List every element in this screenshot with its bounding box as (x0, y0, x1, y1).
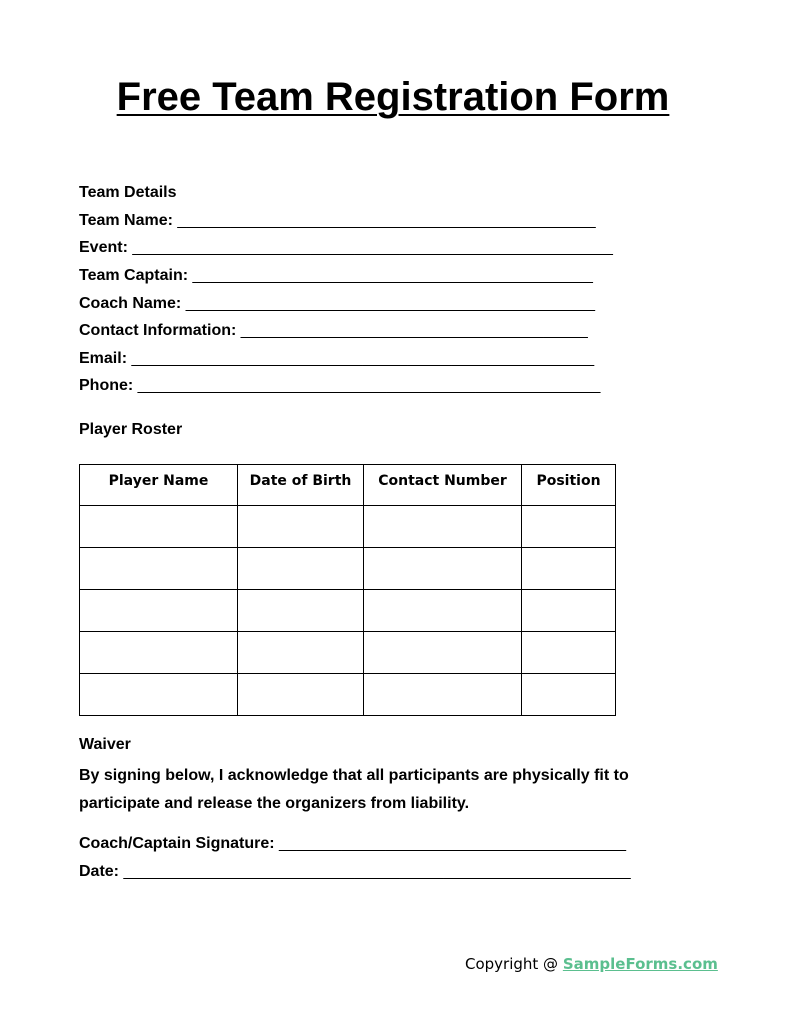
table-cell[interactable] (364, 506, 522, 548)
table-cell[interactable] (80, 506, 238, 548)
signature-label: Coach/Captain Signature: (79, 835, 275, 852)
table-cell[interactable] (364, 590, 522, 632)
player-roster-heading: Player Roster (79, 421, 183, 438)
coach-name-label: Coach Name: (79, 295, 182, 312)
table-header-row (80, 465, 616, 506)
column-header-date-of-birth: Date of Birth (238, 465, 364, 506)
table-row (80, 674, 616, 716)
contact-information-label: Contact Information: (79, 322, 237, 339)
table-cell[interactable] (364, 632, 522, 674)
coach-name-blank[interactable]: ______________________________________________ (185, 295, 596, 312)
table-cell[interactable] (238, 674, 364, 716)
table-cell[interactable] (522, 632, 616, 674)
table-cell[interactable] (238, 590, 364, 632)
contact-information-blank[interactable]: _______________________________________ (240, 322, 588, 339)
team-name-label: Team Name: (79, 212, 173, 229)
waiver-text: By signing below, I acknowledge that all participants are physically fit to participate and release the organizers from liability. (79, 767, 629, 812)
table-row (80, 590, 616, 632)
date-blank[interactable]: _________________________________________________________ (123, 863, 631, 880)
player-roster-table (79, 464, 616, 716)
table-cell[interactable] (80, 632, 238, 674)
signature-field[interactable] (79, 835, 626, 853)
event-label: Event: (79, 239, 128, 256)
phone-field[interactable] (79, 377, 600, 395)
table-cell[interactable] (80, 548, 238, 590)
column-header-player-name: Player Name (80, 465, 238, 506)
team-name-blank[interactable]: _______________________________________________ (177, 212, 596, 229)
team-name-field[interactable] (79, 212, 596, 230)
table-row (80, 548, 616, 590)
column-header-contact-number: Contact Number (364, 465, 522, 506)
event-field[interactable] (79, 239, 613, 257)
table-row (80, 506, 616, 548)
table-cell[interactable] (80, 590, 238, 632)
coach-name-field[interactable] (79, 295, 595, 313)
form-title: Free Team Registration Form (116, 75, 670, 119)
event-blank[interactable]: ______________________________________________________ (132, 239, 613, 256)
signature-blank[interactable]: _______________________________________ (279, 835, 627, 852)
team-captain-field[interactable] (79, 267, 593, 285)
email-blank[interactable]: ____________________________________________________ (131, 350, 595, 367)
table-cell[interactable] (522, 590, 616, 632)
waiver-heading: Waiver (79, 736, 131, 753)
brand-link[interactable]: SampleForms.com (562, 955, 718, 973)
column-header-position: Position (522, 465, 616, 506)
table-row (80, 632, 616, 674)
phone-label: Phone: (79, 377, 134, 394)
phone-blank[interactable]: ____________________________________________________ (137, 377, 601, 394)
date-label: Date: (79, 863, 120, 880)
table-cell[interactable] (238, 632, 364, 674)
contact-information-field[interactable] (79, 322, 588, 340)
team-captain-label: Team Captain: (79, 267, 189, 284)
table-cell[interactable] (522, 548, 616, 590)
date-field[interactable] (79, 863, 631, 881)
table-cell[interactable] (80, 674, 238, 716)
copyright-prefix: Copyright @ (465, 955, 563, 973)
table-cell[interactable] (238, 548, 364, 590)
table-cell[interactable] (364, 674, 522, 716)
table-cell[interactable] (522, 674, 616, 716)
copyright-notice (465, 955, 718, 973)
table-cell[interactable] (522, 506, 616, 548)
table-cell[interactable] (364, 548, 522, 590)
table-cell[interactable] (238, 506, 364, 548)
email-label: Email: (79, 350, 128, 367)
email-field[interactable] (79, 350, 594, 368)
team-captain-blank[interactable]: _____________________________________________ (192, 267, 593, 284)
team-details-heading: Team Details (79, 184, 177, 201)
